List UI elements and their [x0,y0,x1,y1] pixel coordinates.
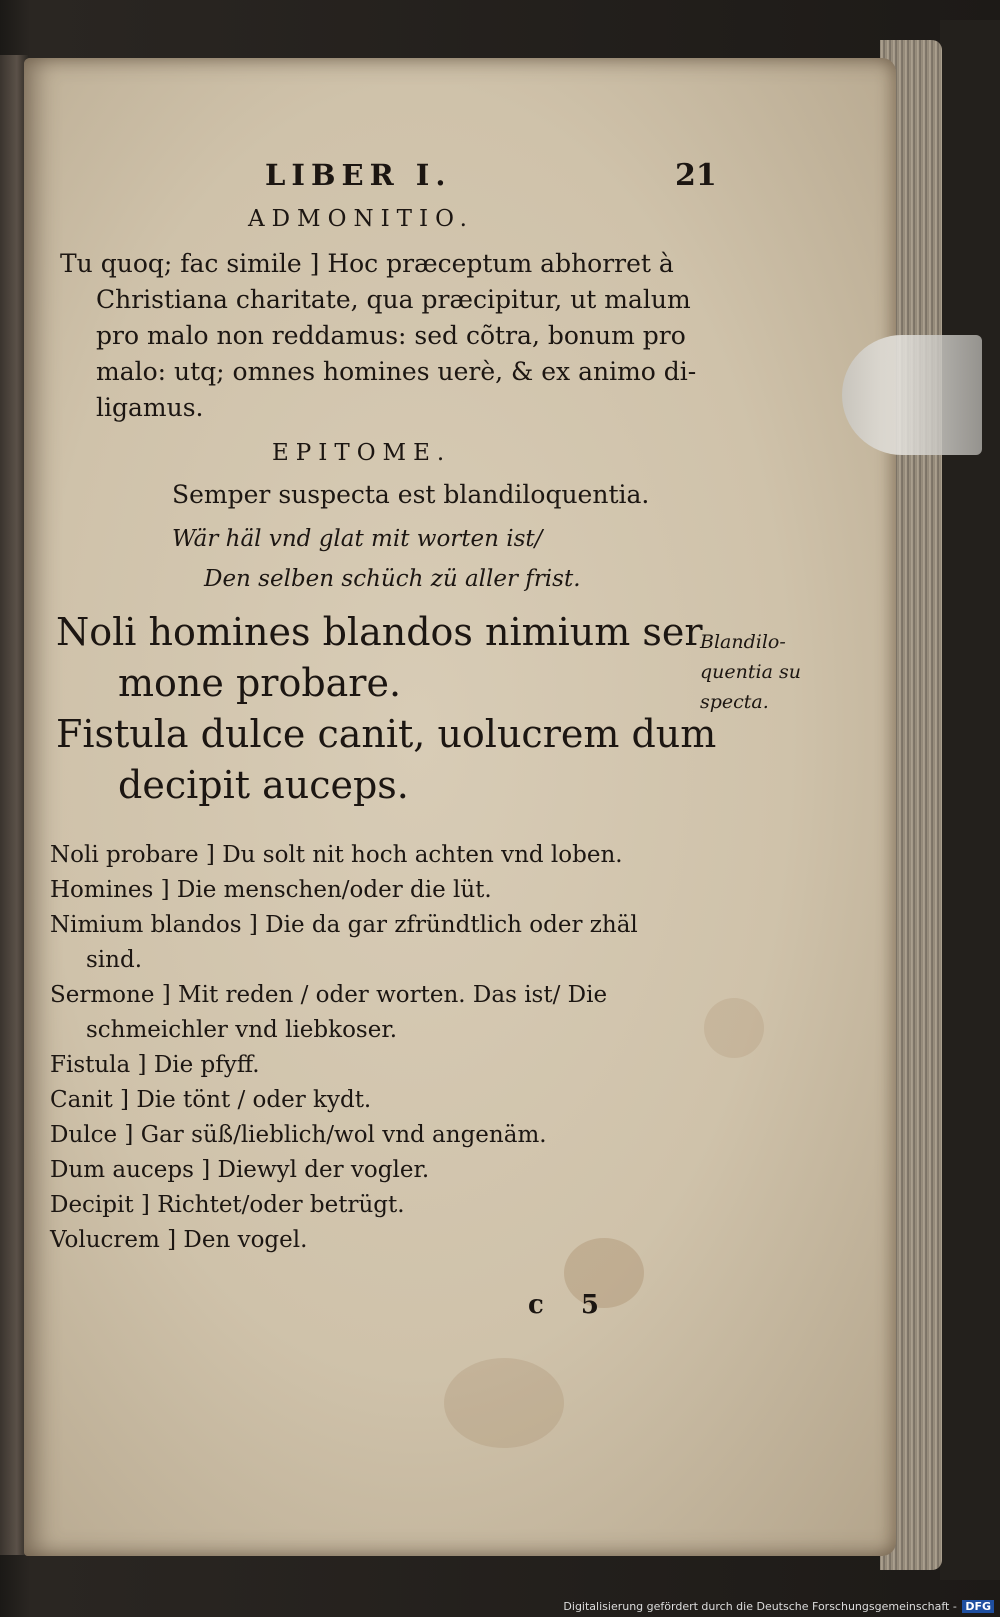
verse-line: mone probare. [118,661,402,705]
admonitio-paragraph [60,246,696,426]
gloss-line: Noli probare ] Du solt nit hoch achten vnd loben. [50,842,623,868]
credit-text: Digitalisierung gefördert durch die Deutsche Forschungsgemeinschaft - [563,1600,957,1613]
admonitio-line: Tu quoq; fac simile ] Hoc præceptum abhorret à [60,249,674,278]
admonitio-line: Christiana charitate, qua præcipitur, ut malum [96,285,691,314]
marginal-note [700,627,801,717]
stain [704,998,764,1058]
marginal-line: specta. [700,691,769,713]
admonitio-line: pro malo non reddamus: sed cõtra, bonum pro [96,321,686,350]
gloss-line: Sermone ] Mit reden / oder worten. Das ist/ Die [50,982,608,1008]
epitome-latin-line: Semper suspecta est blandiloquentia. [172,480,650,509]
dfg-logo: DFG [962,1600,994,1613]
marginal-line: Blandilo- [700,631,786,653]
verse-line: decipit auceps. [118,763,409,807]
gloss-line: schmeichler vnd liebkoser. [86,1017,398,1043]
gloss-line: Dulce ] Gar süß/lieblich/wol vnd angenäm. [50,1122,547,1148]
gloss-line: Dum auceps ] Diewyl der vogler. [50,1157,430,1183]
gloss-line: Canit ] Die tönt / oder kydt. [50,1087,372,1113]
admonitio-line: ligamus. [96,393,204,422]
epitome-heading: EPITOME. [272,440,452,466]
distich-verse [56,607,716,811]
epitome-rhyme-line: Den selben schüch zü aller frist. [204,566,581,592]
admonitio-heading: ADMONITIO. [248,206,474,232]
gloss-line: Decipit ] Richtet/oder betrügt. [50,1192,405,1218]
paper-clip [842,335,982,455]
admonitio-line: malo: utq; omnes homines uerè, & ex animo di- [96,357,697,386]
epitome-rhyme-line: Wär häl vnd glat mit worten ist/ [172,526,543,552]
gloss-line: Nimium blandos ] Die da gar zfründtlich oder zhäl [50,912,638,938]
page-number: 21 [675,158,717,193]
marginal-line: quentia su [700,661,801,683]
stain [444,1358,564,1448]
signature-mark: c 5 [528,1290,613,1320]
gloss-line: Homines ] Die menschen/oder die lüt. [50,877,492,903]
gloss-line: Fistula ] Die pfyff. [50,1052,260,1078]
gloss-list [50,838,638,1258]
running-head: LIBER I. [265,158,452,192]
verse-line: Fistula dulce canit, uolucrem dum [56,712,717,756]
verse-line: Noli homines blandos nimium ser [56,610,703,654]
gloss-line: Volucrem ] Den vogel. [50,1227,308,1253]
digitization-credit [563,1600,994,1613]
gloss-line: sind. [86,947,143,973]
binding-shadow [940,20,1000,1580]
